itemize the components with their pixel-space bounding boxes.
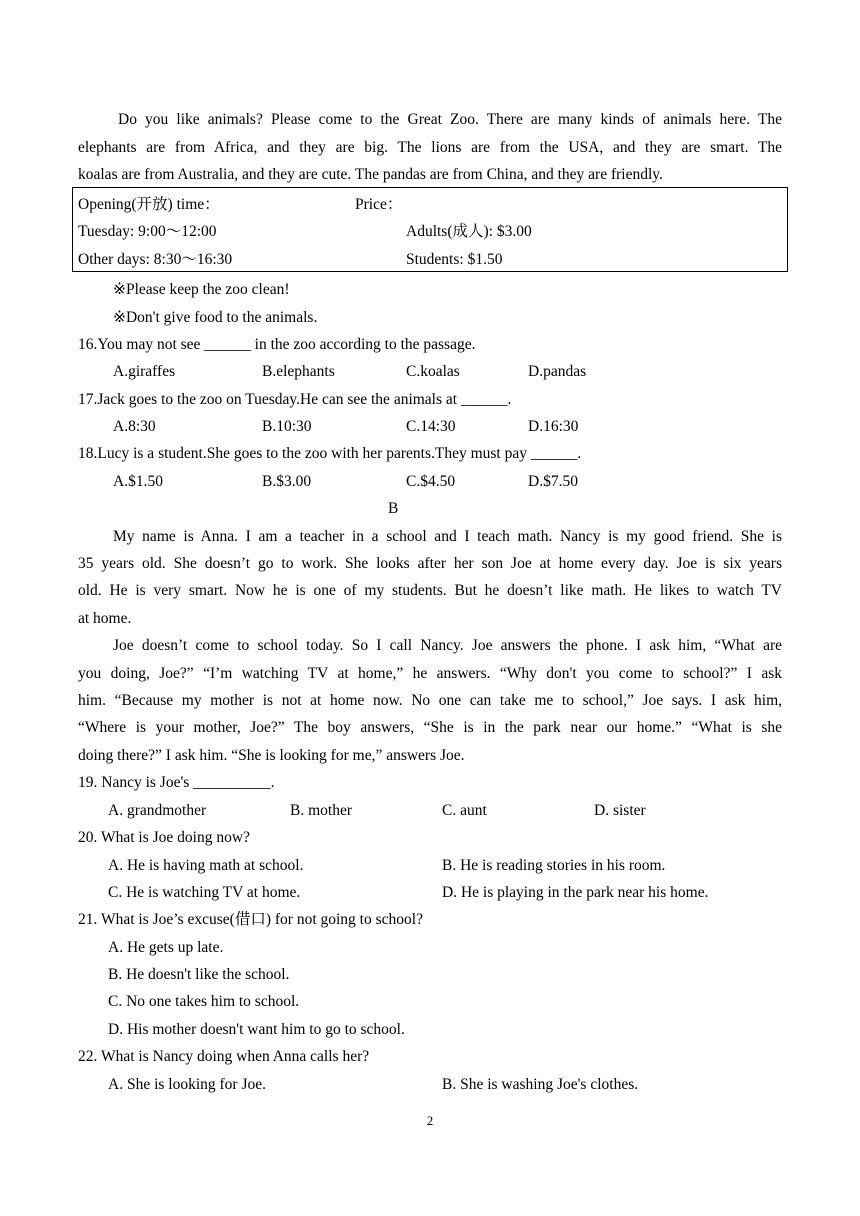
question-22-option-b: B. She is washing Joe's clothes. <box>442 1076 639 1093</box>
question-18-option-a: A.$1.50 <box>113 473 163 490</box>
question-21-option-b: B. He doesn't like the school. <box>108 966 290 983</box>
question-22-option-a: A. She is looking for Joe. <box>108 1076 267 1093</box>
note-keep-clean: ※Please keep the zoo clean! <box>113 281 290 298</box>
passage-b-p2-line-3: him. “Because my mother is not at home now. No one can take me to school,” Joe says. I ask him, <box>78 692 782 709</box>
question-21-option-c: C. No one takes him to school. <box>108 993 300 1010</box>
opening-time-label: Opening(开放) time： <box>78 196 220 213</box>
passage-b-p1-line-1: My name is Anna. I am a teacher in a school and I teach math. Nancy is my good friend. She is <box>113 528 782 545</box>
question-20-option-c: C. He is watching TV at home. <box>108 884 301 901</box>
passage-b-p2-line-1: Joe doesn’t come to school today. So I call Nancy. Joe answers the phone. I ask him, “What are <box>113 637 782 654</box>
passage-a-line-1: Do you like animals? Please come to the Great Zoo. There are many kinds of animals here. The <box>118 111 782 128</box>
adults-price: Adults(成人): $3.00 <box>406 223 532 240</box>
question-17-stem: 17.Jack goes to the zoo on Tuesday.He can see the animals at ______. <box>78 391 512 408</box>
question-16-option-a: A.giraffes <box>113 363 176 380</box>
tuesday-hours: Tuesday: 9:00～12:00 <box>78 223 217 240</box>
question-20-option-a: A. He is having math at school. <box>108 857 304 874</box>
other-days-hours: Other days: 8:30～16:30 <box>78 251 233 268</box>
price-label: Price： <box>355 196 403 213</box>
note-no-food: ※Don't give food to the animals. <box>113 309 318 326</box>
passage-b-p2-line-4: “Where is your mother, Joe?” The boy answers, “She is in the park near our home.” “What is she <box>78 719 782 736</box>
question-19-option-b: B. mother <box>290 802 352 819</box>
passage-a-line-2: elephants are from Africa, and they are big. The lions are from the USA, and they are smart. The <box>78 139 782 156</box>
question-18-stem: 18.Lucy is a student.She goes to the zoo with her parents.They must pay ______. <box>78 445 582 462</box>
question-19-option-a: A. grandmother <box>108 802 207 819</box>
section-b-heading: B <box>388 500 399 517</box>
question-21-stem: 21. What is Joe’s excuse(借口) for not going to school? <box>78 911 423 928</box>
question-16-option-c: C.koalas <box>406 363 460 380</box>
question-21-option-a: A. He gets up late. <box>108 939 224 956</box>
question-17-option-c: C.14:30 <box>406 418 456 435</box>
question-17-option-b: B.10:30 <box>262 418 312 435</box>
question-20-stem: 20. What is Joe doing now? <box>78 829 250 846</box>
students-price: Students: $1.50 <box>406 251 503 268</box>
question-22-stem: 22. What is Nancy doing when Anna calls her? <box>78 1048 370 1065</box>
page-number: 2 <box>426 1113 434 1128</box>
question-16-option-b: B.elephants <box>262 363 335 380</box>
question-17-option-d: D.16:30 <box>528 418 579 435</box>
question-19-option-c: C. aunt <box>442 802 487 819</box>
passage-b-p2-line-5: doing there?” I ask him. “She is looking for me,” answers Joe. <box>78 747 465 764</box>
passage-b-p1-line-3: old. He is very smart. Now he is one of my students. But he doesn’t like math. He likes to watch TV <box>78 582 782 599</box>
passage-b-p2-line-2: you doing, Joe?” “I’m watching TV at home,” he answers. “Why don't you come to school?” I ask <box>78 665 782 682</box>
passage-a-line-3: koalas are from Australia, and they are cute. The pandas are from China, and they are friendly. <box>78 166 663 183</box>
question-21-option-d: D. His mother doesn't want him to go to school. <box>108 1021 405 1038</box>
question-17-option-a: A.8:30 <box>113 418 156 435</box>
question-18-option-c: C.$4.50 <box>406 473 456 490</box>
question-19-option-d: D. sister <box>594 802 646 819</box>
question-18-option-d: D.$7.50 <box>528 473 578 490</box>
passage-b-p1-line-2: 35 years old. She doesn’t go to work. She looks after her son Joe at home every day. Joe is six years <box>78 555 782 572</box>
question-20-option-b: B. He is reading stories in his room. <box>442 857 666 874</box>
question-18-option-b: B.$3.00 <box>262 473 312 490</box>
question-16-option-d: D.pandas <box>528 363 587 380</box>
question-16-stem: 16.You may not see ______ in the zoo according to the passage. <box>78 336 476 353</box>
passage-b-p1-line-4: at home. <box>78 610 132 627</box>
question-20-option-d: D. He is playing in the park near his home. <box>442 884 709 901</box>
question-19-stem: 19. Nancy is Joe's __________. <box>78 774 275 791</box>
